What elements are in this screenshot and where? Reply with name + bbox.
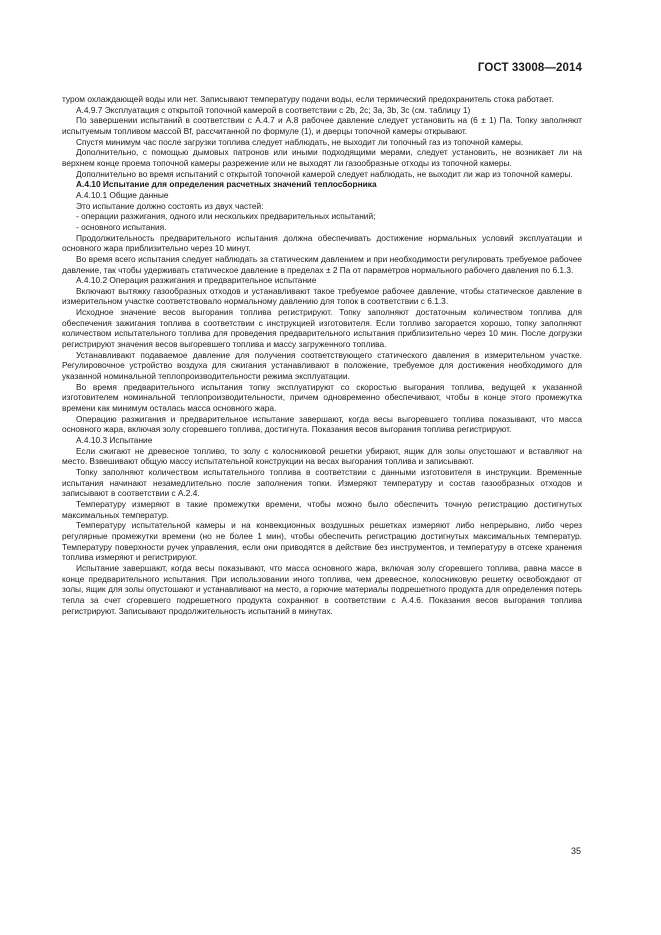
- paragraph: Температуру измеряют в такие промежутки времени, чтобы можно было обеспечить точную регистрацию достигнутых максимальных температур.: [62, 498, 582, 520]
- paragraph: Спустя минимум час после загрузки топлива следует наблюдать, не выходит ли топочный газ из топочной камеры.: [76, 136, 524, 147]
- paragraph: Если сжигают не древесное топливо, то золу с колосниковой решетки убирают, ящик для золы опустошают и вставляют на место. Взвешивают общую массу испытательной конструкции на весах выгорания топлива и записывают.: [62, 445, 582, 467]
- list-item: - операции разжигания, одного или нескольких предварительных испытаний;: [76, 211, 376, 222]
- paragraph: Дополнительно, с помощью дымовых патронов или иными подходящими мерами, следует установить, не возникает ли на верхнем конце проема топочной камеры разрежение или не выходят ли газообразные отходы из топочной камеры.: [62, 147, 582, 168]
- paragraph: Топку заполняют количеством испытательного топлива в соответствии с данными изготовителя в инструкции. Временные испытания начинают незамедлительно после заполнения топки. Измеряют температуру и состав газообразных отходов и записывают в соответствии с А.2.4.: [62, 466, 582, 499]
- paragraph: Исходное значение весов выгорания топлива регистрируют. Топку заполняют достаточным количеством топлива для обеспечения зажигания топлива в соответствии с инструкцией изготовителя. Если топливо загорается хорошо, топку заполняют количеством испытательного топлива для проведения предварительного испытания приблизительно через 10 мин. После догрузки регистрируют значения весов выгоревшего топлива и массу загруженного топлива.: [62, 307, 582, 350]
- paragraph: Испытание завершают, когда весы показывают, что масса основного жара, включая золу сгоревшего топлива, равна массе в конце предварительного испытания. При использовании иного топлива, чем древесное, колосниковую решетку освобождают от золы, ящик для золы опустошают и устанавливают на место, а горючие материалы подрешетного продукта для определения потерь тепла за счет сгоревшего подрешетного продукта сохраняют в соответствии с А.4.6. Показания весов выгорания топлива регистрируют. Записывают продолжительность испытаний в минутах.: [62, 562, 582, 616]
- paragraph-continuation: туром охлаждающей воды или нет. Записывают температуру подачи воды, если термический предохранитель стока работает.: [62, 94, 554, 104]
- paragraph: Температуру испытательной камеры и на конвекционных воздушных решетках измеряют либо непрерывно, либо через регулярные промежутки времени (но не более 1 мин), чтобы обеспечить регистрацию достигнутых максимальных температур. Температуру поверхности ручек управления, если они приводятся в действие без инструментов, и температуру в отсеке хранения топлива измеряют и регистрируют.: [62, 520, 582, 563]
- page-number: 35: [570, 846, 581, 856]
- paragraph: Включают вытяжку газообразных отходов и устанавливают такое требуемое рабочее давление, чтобы статическое давление в измерительном участке соответствовало нормальному давлению для топок в соответствии с 6.1.3.: [62, 285, 582, 307]
- section-a410-heading: А.4.10 Испытание для определения расчетных значений теплосборника: [76, 179, 377, 190]
- document-body: [62, 94, 582, 616]
- paragraph: Во время всего испытания следует наблюдать за статическим давлением и при необходимости регулировать требуемое рабочее давление, так чтобы удерживать статическое давление в пределах ± 2 Па от параметров нормального рабочего давления по 6.1.3.: [62, 253, 582, 275]
- paragraph: Операцию разжигания и предварительное испытание завершают, когда весы выгоревшего топлива показывают, что масса основного жара, включая золу сгоревшего топлива, достигнута. Показания весов выгорания топлива регистрируют.: [62, 413, 582, 435]
- clause-a4101-heading: А.4.10.1 Общие данные: [76, 189, 169, 200]
- list-item: - основного испытания.: [76, 221, 167, 232]
- paragraph: По завершении испытаний в соответствии с А.4.7 и А.8 рабочее давление следует установить на (6 ± 1) Па. Топку заполняют испытуемым топливом массой Bf, рассчитанной по формуле (1), и дверцы топочной камеры открывают.: [62, 115, 582, 136]
- clause-a4103-heading: А.4.10.3 Испытание: [76, 435, 153, 445]
- paragraph: Продолжительность предварительного испытания должна обеспечивать достижение нормальных условий эксплуатации и основного жара приблизительно через 10 минут.: [62, 232, 582, 254]
- paragraph: Дополнительно во время испытаний с открытой топочной камерой следует наблюдать, не выходит ли жар из топочной камеры.: [76, 168, 573, 179]
- paragraph: Во время предварительного испытания топку эксплуатируют со скоростью выгорания топлива, ведущей к указанной изготовителем номинальной теплопроизводительности, причем одновременно обеспечивают, чтобы в конце этого промежутка времени как минимум осталась масса основного жара.: [62, 381, 582, 414]
- clause-a497-heading: A.4.9.7 Эксплуатация с открытой топочной камерой в соответствии с 2b, 2c; 3a, 3b, 3c (см. таблицу 1): [76, 104, 471, 115]
- clause-a4102-heading: А.4.10.2 Операция разжигания и предварительное испытание: [76, 275, 317, 286]
- paragraph: Это испытание должно состоять из двух частей:: [76, 200, 264, 211]
- standard-header: ГОСТ 33008—2014: [477, 62, 582, 74]
- paragraph: Устанавливают подаваемое давление для получения соответствующего статического давления в измерительном участке. Регулировочное устройство воздуха для сжигания устанавливают в положение, требуемое для достижения необходимого для указанной номинальной теплопроизводительности режима эксплуатации.: [62, 349, 582, 382]
